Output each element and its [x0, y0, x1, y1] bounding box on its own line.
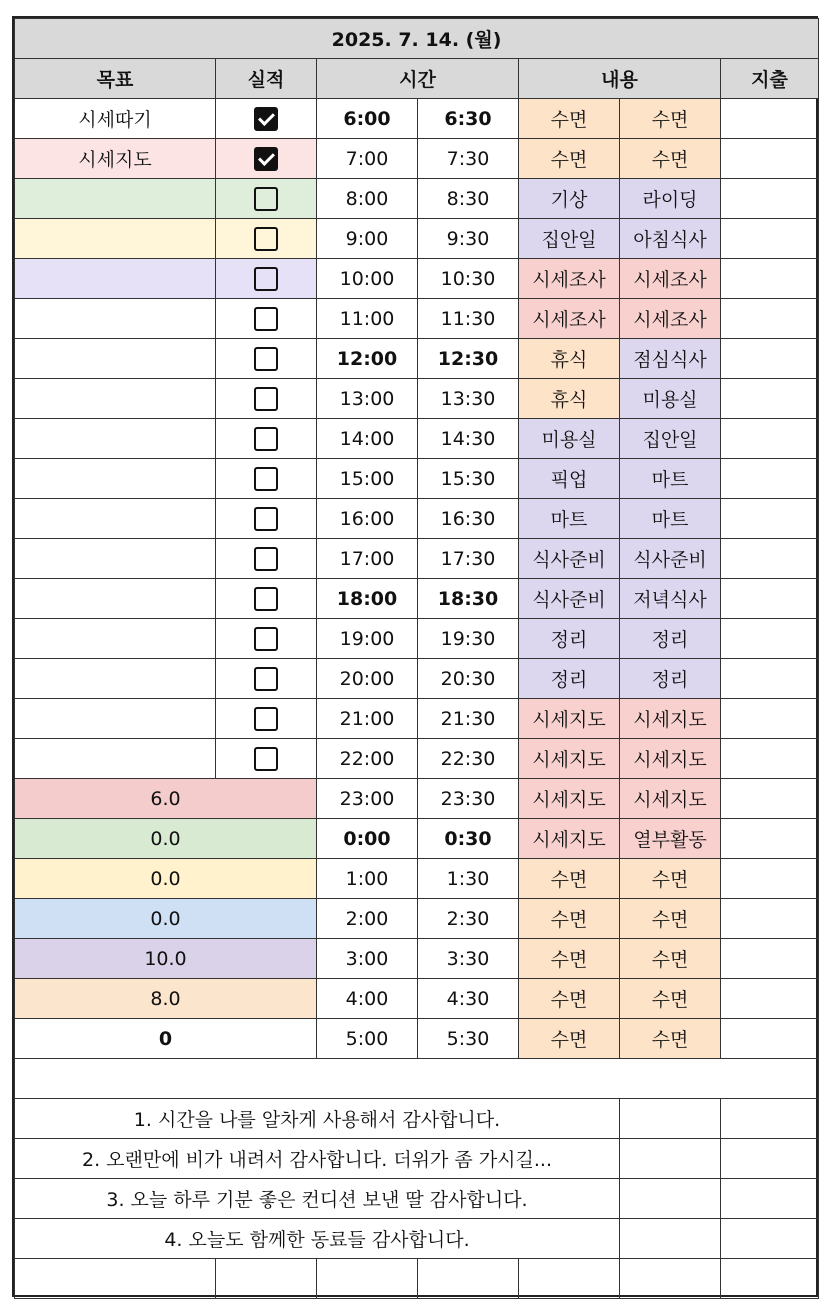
activity-cell[interactable]: 미용실: [620, 379, 721, 419]
gratitude-note[interactable]: 3. 오늘 하루 기분 좋은 컨디션 보낸 딸 감사합니다.: [15, 1179, 620, 1219]
activity-cell[interactable]: 수면: [620, 899, 721, 939]
result-cell[interactable]: [216, 339, 317, 379]
result-cell[interactable]: [216, 539, 317, 579]
activity-cell[interactable]: 수면: [620, 139, 721, 179]
empty-cell: [519, 1259, 620, 1299]
header-time: 시간: [317, 59, 519, 99]
goal-cell[interactable]: [15, 739, 216, 779]
empty-cell: [721, 1099, 819, 1139]
time-half: 17:30: [418, 539, 519, 579]
gratitude-planner-sheet: [12, 16, 818, 1297]
goal-cell[interactable]: 시세지도: [15, 139, 216, 179]
result-cell[interactable]: [216, 259, 317, 299]
activity-cell[interactable]: 시세지도: [519, 739, 620, 779]
expense-cell[interactable]: [721, 939, 819, 979]
activity-cell[interactable]: 정리: [519, 659, 620, 699]
empty-cell: [721, 1139, 819, 1179]
result-cell[interactable]: [216, 699, 317, 739]
expense-cell[interactable]: [721, 219, 819, 259]
time-half: 9:30: [418, 219, 519, 259]
empty-cell: [15, 1259, 216, 1299]
time-half: 3:30: [418, 939, 519, 979]
summary-total: 6.0: [15, 779, 317, 819]
expense-cell[interactable]: [721, 579, 819, 619]
goal-cell[interactable]: [15, 699, 216, 739]
time-half: 23:30: [418, 779, 519, 819]
checkbox-unchecked[interactable]: [254, 267, 278, 291]
empty-cell: [216, 1259, 317, 1299]
activity-cell[interactable]: 열부활동: [620, 819, 721, 859]
time-start: 6:00: [317, 99, 418, 139]
goal-cell[interactable]: [15, 179, 216, 219]
result-cell[interactable]: [216, 419, 317, 459]
expense-cell[interactable]: [721, 739, 819, 779]
result-cell[interactable]: [216, 579, 317, 619]
empty-cell: [620, 1139, 721, 1179]
activity-cell[interactable]: 식사준비: [519, 579, 620, 619]
time-start: 16:00: [317, 499, 418, 539]
activity-cell[interactable]: 수면: [620, 939, 721, 979]
time-start: 20:00: [317, 659, 418, 699]
time-half: 22:30: [418, 739, 519, 779]
summary-total: 0.0: [15, 899, 317, 939]
activity-cell[interactable]: 집안일: [620, 419, 721, 459]
expense-cell[interactable]: [721, 1019, 819, 1059]
goal-cell[interactable]: [15, 579, 216, 619]
header-expense: 지출: [721, 59, 819, 99]
activity-cell[interactable]: 저녁식사: [620, 579, 721, 619]
activity-cell[interactable]: 아침식사: [620, 219, 721, 259]
checkbox-unchecked[interactable]: [254, 547, 278, 571]
expense-cell[interactable]: [721, 979, 819, 1019]
result-cell[interactable]: [216, 459, 317, 499]
checkbox-unchecked[interactable]: [254, 467, 278, 491]
expense-cell[interactable]: [721, 619, 819, 659]
time-half: 20:30: [418, 659, 519, 699]
header-goal: 목표: [15, 59, 216, 99]
activity-cell[interactable]: 수면: [519, 139, 620, 179]
time-start: 21:00: [317, 699, 418, 739]
expense-cell[interactable]: [721, 339, 819, 379]
result-cell[interactable]: [216, 619, 317, 659]
activity-cell[interactable]: 픽업: [519, 459, 620, 499]
expense-cell[interactable]: [721, 699, 819, 739]
activity-cell[interactable]: 수면: [519, 939, 620, 979]
checkbox-unchecked[interactable]: [254, 667, 278, 691]
time-start: 0:00: [317, 819, 418, 859]
activity-cell[interactable]: 정리: [620, 619, 721, 659]
summary-total: 10.0: [15, 939, 317, 979]
activity-cell[interactable]: 수면: [620, 859, 721, 899]
time-start: 19:00: [317, 619, 418, 659]
activity-cell[interactable]: 마트: [519, 499, 620, 539]
activity-cell[interactable]: 수면: [519, 1019, 620, 1059]
result-cell[interactable]: [216, 139, 317, 179]
goal-cell[interactable]: [15, 259, 216, 299]
activity-cell[interactable]: 집안일: [519, 219, 620, 259]
activity-cell[interactable]: 수면: [519, 899, 620, 939]
activity-cell[interactable]: 수면: [519, 99, 620, 139]
activity-cell[interactable]: 라이딩: [620, 179, 721, 219]
activity-cell[interactable]: 시세지도: [519, 699, 620, 739]
checkbox-unchecked[interactable]: [254, 307, 278, 331]
time-half: 4:30: [418, 979, 519, 1019]
checkbox-unchecked[interactable]: [254, 747, 278, 771]
daily-schedule-table: [14, 18, 819, 1299]
time-half: 16:30: [418, 499, 519, 539]
activity-cell[interactable]: 시세조사: [519, 299, 620, 339]
time-start: 7:00: [317, 139, 418, 179]
time-start: 15:00: [317, 459, 418, 499]
checkbox-checked[interactable]: [254, 147, 278, 171]
activity-cell[interactable]: 시세조사: [620, 299, 721, 339]
time-start: 10:00: [317, 259, 418, 299]
time-half: 8:30: [418, 179, 519, 219]
time-start: 14:00: [317, 419, 418, 459]
time-start: 1:00: [317, 859, 418, 899]
time-half: 5:30: [418, 1019, 519, 1059]
activity-cell[interactable]: 정리: [620, 659, 721, 699]
expense-cell[interactable]: [721, 139, 819, 179]
empty-cell: [418, 1259, 519, 1299]
activity-cell[interactable]: 시세지도: [620, 739, 721, 779]
gratitude-note[interactable]: 4. 오늘도 함께한 동료들 감사합니다.: [15, 1219, 620, 1259]
goal-cell[interactable]: [15, 659, 216, 699]
goal-cell[interactable]: 시세따기: [15, 99, 216, 139]
expense-cell[interactable]: [721, 539, 819, 579]
expense-cell[interactable]: [721, 419, 819, 459]
activity-cell[interactable]: 시세조사: [519, 259, 620, 299]
checkbox-unchecked[interactable]: [254, 347, 278, 371]
header-content: 내용: [519, 59, 721, 99]
time-half: 0:30: [418, 819, 519, 859]
time-half: 11:30: [418, 299, 519, 339]
checkbox-unchecked[interactable]: [254, 627, 278, 651]
time-half: 7:30: [418, 139, 519, 179]
time-start: 3:00: [317, 939, 418, 979]
summary-total: 0: [15, 1019, 317, 1059]
summary-total: 0.0: [15, 859, 317, 899]
time-half: 1:30: [418, 859, 519, 899]
header-result: 실적: [216, 59, 317, 99]
empty-cell: [620, 1099, 721, 1139]
activity-cell[interactable]: 시세지도: [519, 779, 620, 819]
empty-cell: [721, 1219, 819, 1259]
time-start: 2:00: [317, 899, 418, 939]
activity-cell[interactable]: 마트: [620, 459, 721, 499]
time-half: 12:30: [418, 339, 519, 379]
activity-cell[interactable]: 정리: [519, 619, 620, 659]
result-cell[interactable]: [216, 219, 317, 259]
checkbox-unchecked[interactable]: [254, 387, 278, 411]
activity-cell[interactable]: 수면: [519, 859, 620, 899]
empty-cell: [721, 1259, 819, 1299]
time-start: 5:00: [317, 1019, 418, 1059]
activity-cell[interactable]: 휴식: [519, 339, 620, 379]
time-start: 22:00: [317, 739, 418, 779]
expense-cell[interactable]: [721, 779, 819, 819]
activity-cell[interactable]: 시세지도: [620, 699, 721, 739]
time-start: 11:00: [317, 299, 418, 339]
expense-cell[interactable]: [721, 299, 819, 339]
activity-cell[interactable]: 수면: [620, 979, 721, 1019]
time-start: 12:00: [317, 339, 418, 379]
time-half: 6:30: [418, 99, 519, 139]
time-half: 13:30: [418, 379, 519, 419]
gratitude-note[interactable]: 1. 시간을 나를 알차게 사용해서 감사합니다.: [15, 1099, 620, 1139]
time-half: 19:30: [418, 619, 519, 659]
checkbox-unchecked[interactable]: [254, 427, 278, 451]
goal-cell[interactable]: [15, 379, 216, 419]
activity-cell[interactable]: 점심식사: [620, 339, 721, 379]
result-cell[interactable]: [216, 299, 317, 339]
spacer-row: [15, 1059, 819, 1099]
activity-cell[interactable]: 미용실: [519, 419, 620, 459]
expense-cell[interactable]: [721, 499, 819, 539]
activity-cell[interactable]: 수면: [519, 979, 620, 1019]
gratitude-note[interactable]: 2. 오랜만에 비가 내려서 감사합니다. 더위가 좀 가시길...: [15, 1139, 620, 1179]
activity-cell[interactable]: 수면: [620, 1019, 721, 1059]
time-half: 21:30: [418, 699, 519, 739]
goal-cell[interactable]: [15, 619, 216, 659]
expense-cell[interactable]: [721, 819, 819, 859]
summary-total: 8.0: [15, 979, 317, 1019]
time-start: 9:00: [317, 219, 418, 259]
result-cell[interactable]: [216, 659, 317, 699]
checkbox-unchecked[interactable]: [254, 507, 278, 531]
empty-cell: [721, 1179, 819, 1219]
time-half: 18:30: [418, 579, 519, 619]
date-header: 2025. 7. 14. (월): [15, 19, 819, 59]
activity-cell[interactable]: 식사준비: [519, 539, 620, 579]
time-start: 17:00: [317, 539, 418, 579]
expense-cell[interactable]: [721, 379, 819, 419]
empty-cell: [620, 1179, 721, 1219]
result-cell[interactable]: [216, 499, 317, 539]
goal-cell[interactable]: [15, 459, 216, 499]
result-cell[interactable]: [216, 739, 317, 779]
goal-cell[interactable]: [15, 419, 216, 459]
goal-cell[interactable]: [15, 219, 216, 259]
goal-cell[interactable]: [15, 299, 216, 339]
empty-cell: [620, 1259, 721, 1299]
expense-cell[interactable]: [721, 99, 819, 139]
activity-cell[interactable]: 시세조사: [620, 259, 721, 299]
empty-cell: [620, 1219, 721, 1259]
time-start: 4:00: [317, 979, 418, 1019]
activity-cell[interactable]: 시세지도: [620, 779, 721, 819]
expense-cell[interactable]: [721, 179, 819, 219]
checkbox-unchecked[interactable]: [254, 707, 278, 731]
checkbox-unchecked[interactable]: [254, 187, 278, 211]
checkbox-checked[interactable]: [254, 107, 278, 131]
goal-cell[interactable]: [15, 339, 216, 379]
activity-cell[interactable]: 마트: [620, 499, 721, 539]
empty-cell: [317, 1259, 418, 1299]
time-start: 13:00: [317, 379, 418, 419]
time-half: 14:30: [418, 419, 519, 459]
time-half: 10:30: [418, 259, 519, 299]
time-half: 15:30: [418, 459, 519, 499]
activity-cell[interactable]: 기상: [519, 179, 620, 219]
time-start: 18:00: [317, 579, 418, 619]
checkbox-unchecked[interactable]: [254, 587, 278, 611]
activity-cell[interactable]: 시세지도: [519, 819, 620, 859]
result-cell[interactable]: [216, 99, 317, 139]
goal-cell[interactable]: [15, 499, 216, 539]
checkbox-unchecked[interactable]: [254, 227, 278, 251]
time-half: 2:30: [418, 899, 519, 939]
activity-cell[interactable]: 휴식: [519, 379, 620, 419]
expense-cell[interactable]: [721, 859, 819, 899]
goal-cell[interactable]: [15, 539, 216, 579]
time-start: 23:00: [317, 779, 418, 819]
summary-total: 0.0: [15, 819, 317, 859]
time-start: 8:00: [317, 179, 418, 219]
activity-cell[interactable]: 식사준비: [620, 539, 721, 579]
expense-cell[interactable]: [721, 659, 819, 699]
expense-cell[interactable]: [721, 459, 819, 499]
activity-cell[interactable]: 수면: [620, 99, 721, 139]
result-cell[interactable]: [216, 379, 317, 419]
result-cell[interactable]: [216, 179, 317, 219]
expense-cell[interactable]: [721, 259, 819, 299]
expense-cell[interactable]: [721, 899, 819, 939]
